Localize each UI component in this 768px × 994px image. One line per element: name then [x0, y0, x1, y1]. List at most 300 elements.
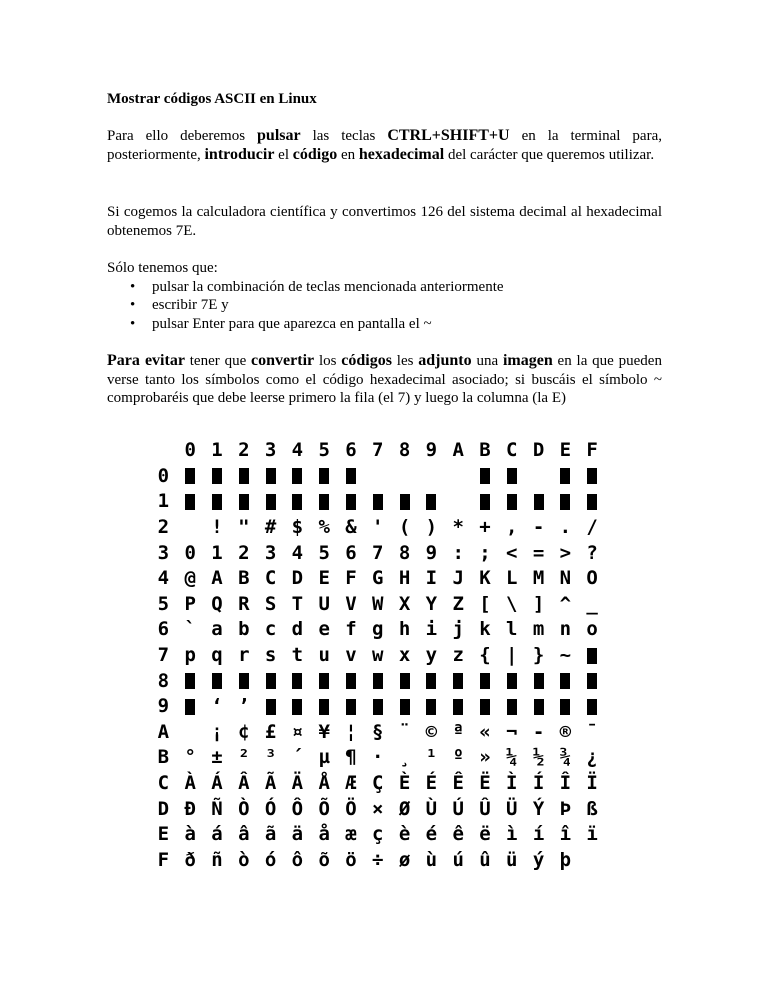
ascii-char-cell: T — [291, 592, 304, 615]
ascii-char-cell: ì — [506, 823, 518, 846]
ascii-column-header: 8 — [398, 439, 411, 462]
ascii-block-glyph — [284, 464, 311, 489]
ascii-char-cell: * — [452, 516, 464, 539]
ascii-row-header: B — [157, 746, 170, 769]
ascii-block-glyph — [257, 464, 284, 489]
document-title: Mostrar códigos ASCII en Linux — [107, 91, 317, 107]
ascii-block-glyph — [498, 669, 525, 694]
ascii-char-cell: ù — [425, 848, 438, 871]
ascii-char-cell: ? — [586, 541, 598, 564]
ascii-char-cell: > — [559, 541, 572, 564]
ascii-column-header: 0 — [184, 439, 196, 462]
ascii-block-glyph — [177, 489, 204, 514]
ascii-block-glyph — [472, 694, 499, 719]
ascii-char-cell: û — [479, 848, 491, 871]
ascii-char-cell: u — [318, 644, 330, 667]
ascii-row — [150, 848, 606, 874]
ascii-char-cell: M — [532, 567, 545, 590]
ascii-char-cell: p — [184, 644, 196, 667]
ascii-char-cell: C — [264, 567, 277, 590]
ascii-row-header: 1 — [157, 490, 170, 513]
ascii-char-cell: w — [372, 644, 384, 667]
ascii-char-cell: [ — [479, 592, 491, 615]
ascii-block-glyph — [284, 694, 311, 719]
ascii-char-cell: q — [211, 644, 223, 667]
bold-run: CTRL+SHIFT+U — [387, 127, 510, 144]
ascii-block-glyph — [311, 464, 338, 489]
ascii-char-cell: à — [184, 823, 196, 846]
ascii-char-cell: ë — [479, 823, 491, 846]
ascii-row — [150, 822, 606, 848]
ascii-char-cell: ® — [559, 720, 572, 743]
ascii-char-cell: ç — [372, 823, 384, 846]
ascii-char-cell: c — [264, 618, 277, 641]
ascii-row — [150, 771, 606, 797]
ascii-char-cell: 5 — [318, 541, 330, 564]
ascii-char-cell: \ — [506, 592, 518, 615]
ascii-row-header: 8 — [157, 669, 170, 692]
ascii-row-header: 9 — [157, 695, 170, 718]
ascii-char-cell: A — [211, 567, 223, 590]
bold-run: Para evitar — [107, 352, 185, 369]
ascii-char-cell: e — [318, 618, 330, 641]
ascii-char-cell: Ç — [372, 772, 384, 795]
ascii-column-header: 4 — [291, 439, 304, 462]
ascii-block-glyph — [472, 464, 499, 489]
paragraph-calculator: Si cogemos la calculadora científica y convertimos 126 del sistema decimal al hexadecimal obtenemos 7E. — [107, 204, 662, 239]
ascii-block-glyph — [257, 694, 284, 719]
ascii-char-cell: Y — [425, 592, 438, 615]
ascii-char-cell: K — [479, 567, 491, 590]
ascii-char-cell: z — [452, 644, 464, 667]
ascii-char-cell: ‘ — [211, 695, 223, 718]
ascii-char-cell: ¦ — [345, 720, 357, 743]
ascii-row — [150, 796, 606, 822]
ascii-char-cell: Á — [211, 772, 223, 795]
ascii-block-glyph — [525, 669, 552, 694]
ascii-char-cell: ö — [345, 848, 357, 871]
bold-run: convertir — [251, 352, 315, 369]
ascii-char-cell: Í — [532, 772, 545, 795]
ascii-column-header: A — [452, 439, 464, 462]
ascii-char-cell: Z — [452, 592, 464, 615]
ascii-char-cell: æ — [345, 823, 357, 846]
ascii-char-cell: , — [506, 516, 518, 539]
ascii-char-cell: & — [345, 516, 357, 539]
ascii-char-cell: ã — [264, 823, 277, 846]
ascii-block-glyph — [472, 669, 499, 694]
ascii-block-glyph — [204, 464, 231, 489]
text-run: en — [337, 146, 359, 163]
ascii-char-cell: - — [532, 720, 545, 743]
ascii-char-cell: @ — [184, 567, 196, 590]
ascii-char-cell: Þ — [559, 797, 572, 820]
text-run: en la terminal para, posteriormente, — [107, 128, 662, 163]
ascii-char-cell: ¿ — [586, 746, 598, 769]
steps-intro: Sólo tenemos que: — [107, 260, 218, 276]
ascii-char-cell: D — [291, 567, 304, 590]
ascii-char-cell: m — [532, 618, 545, 641]
ascii-char-cell: ¡ — [211, 720, 223, 743]
ascii-char-cell: t — [291, 644, 304, 667]
ascii-char-cell: f — [345, 618, 357, 641]
ascii-block-glyph — [311, 669, 338, 694]
ascii-char-cell: Q — [211, 592, 223, 615]
ascii-char-cell: Ø — [398, 797, 411, 820]
ascii-block-glyph — [311, 489, 338, 514]
ascii-char-cell: Ó — [264, 797, 277, 820]
ascii-char-cell: ó — [264, 848, 277, 871]
text-run: las teclas — [300, 128, 388, 144]
ascii-block-glyph — [472, 489, 499, 514]
ascii-row-header: A — [157, 720, 170, 743]
ascii-char-cell: ´ — [291, 746, 304, 769]
ascii-char-cell: _ — [586, 592, 598, 615]
ascii-block-glyph — [230, 464, 257, 489]
paragraph-image-note — [107, 352, 662, 408]
ascii-char-cell: º — [452, 746, 464, 769]
ascii-char-cell: Ê — [452, 772, 464, 795]
ascii-char-cell: y — [425, 644, 438, 667]
ascii-char-cell: î — [559, 823, 572, 846]
ascii-char-cell: ¾ — [559, 746, 572, 769]
ascii-char-cell: Ö — [345, 797, 357, 820]
ascii-char-cell: ' — [372, 516, 384, 539]
ascii-block-glyph — [525, 694, 552, 719]
ascii-row — [150, 745, 606, 771]
ascii-row — [150, 592, 606, 618]
ascii-char-cell: Ü — [506, 797, 518, 820]
ascii-block-glyph — [579, 464, 606, 489]
ascii-char-cell: ü — [506, 848, 518, 871]
ascii-char-cell: ] — [532, 592, 545, 615]
ascii-block-glyph — [364, 669, 391, 694]
ascii-block-glyph — [445, 669, 472, 694]
ascii-char-cell: " — [238, 516, 250, 539]
ascii-char-cell: 6 — [345, 541, 357, 564]
ascii-row-header: 0 — [157, 464, 170, 487]
ascii-block-glyph — [418, 489, 445, 514]
ascii-char-cell: ¨ — [398, 720, 411, 743]
ascii-char-cell: ! — [211, 516, 223, 539]
ascii-char-cell: ò — [238, 848, 250, 871]
ascii-char-cell: 3 — [264, 541, 277, 564]
ascii-block-glyph — [257, 489, 284, 514]
ascii-char-cell: ^ — [559, 592, 572, 615]
ascii-char-cell — [177, 720, 204, 745]
ascii-block-glyph — [338, 489, 365, 514]
ascii-char-cell: I — [425, 567, 438, 590]
ascii-char-cell: ÷ — [372, 848, 384, 871]
paragraph-instructions — [107, 127, 662, 164]
list-item: • pulsar la combinación de teclas mencionada anteriormente — [152, 278, 662, 297]
ascii-char-cell: L — [506, 567, 518, 590]
ascii-char-cell: h — [398, 618, 411, 641]
ascii-char-cell: ß — [586, 797, 598, 820]
ascii-char-cell: V — [345, 592, 357, 615]
ascii-char-cell: } — [532, 644, 545, 667]
ascii-char-cell: O — [586, 567, 598, 590]
ascii-char-cell: 1 — [211, 541, 223, 564]
ascii-char-cell: 0 — [184, 541, 196, 564]
steps-list — [107, 278, 662, 334]
ascii-char-cell: ¯ — [586, 720, 598, 743]
ascii-char-cell: H — [398, 567, 411, 590]
text-run: en la que pueden verse tanto los símbolos como el código hexadecimal asociado; si buscáis el símbolo ~ comprobaréis que debe leerse primero la fila (el 7) y luego la columna (la E) — [107, 353, 662, 406]
text-run: una — [471, 353, 503, 369]
ascii-block-glyph — [579, 489, 606, 514]
ascii-char-cell: r — [238, 644, 250, 667]
ascii-char-cell: # — [264, 516, 277, 539]
bold-run: introducir — [204, 145, 275, 163]
ascii-block-glyph — [579, 694, 606, 719]
ascii-char-cell: » — [479, 746, 491, 769]
ascii-block-glyph — [177, 694, 204, 719]
ascii-char-cell: 7 — [372, 541, 384, 564]
ascii-char-cell: Ñ — [211, 797, 223, 820]
bold-run: códigos — [341, 352, 392, 369]
ascii-char-cell: ª — [452, 720, 464, 743]
ascii-char-cell: G — [372, 567, 384, 590]
ascii-char-cell: ô — [291, 848, 304, 871]
ascii-char-cell: À — [184, 772, 196, 795]
ascii-char-cell: ¥ — [318, 720, 330, 743]
ascii-char-cell: Ù — [425, 797, 438, 820]
ascii-block-glyph — [177, 464, 204, 489]
ascii-row-header: F — [157, 848, 170, 871]
ascii-char-cell: ¹ — [425, 746, 438, 769]
ascii-char-cell: b — [238, 618, 250, 641]
ascii-char-cell: ¢ — [238, 720, 250, 743]
ascii-char-cell: W — [372, 592, 384, 615]
ascii-char-cell: § — [372, 720, 384, 743]
ascii-block-glyph — [364, 489, 391, 514]
ascii-row-header: C — [157, 772, 170, 795]
ascii-block-glyph — [498, 694, 525, 719]
ascii-char-cell: . — [559, 516, 572, 539]
ascii-block-glyph — [579, 643, 606, 668]
ascii-block-glyph — [338, 694, 365, 719]
ascii-char-cell: 8 — [398, 541, 411, 564]
ascii-char-cell: ú — [452, 848, 464, 871]
ascii-char-cell: ’ — [238, 695, 250, 718]
ascii-block-glyph — [204, 489, 231, 514]
ascii-char-cell: j — [452, 618, 464, 641]
ascii-block-glyph — [391, 669, 418, 694]
ascii-char-cell: / — [586, 516, 598, 539]
ascii-block-glyph — [391, 489, 418, 514]
ascii-char-cell: S — [264, 592, 277, 615]
ascii-char-cell: ï — [586, 823, 598, 846]
ascii-char-cell: 2 — [238, 541, 250, 564]
ascii-char-cell: ` — [184, 618, 196, 641]
text-run: Para ello deberemos — [107, 128, 258, 144]
ascii-block-glyph — [177, 669, 204, 694]
ascii-char-cell: ( — [398, 516, 411, 539]
ascii-block-glyph — [338, 464, 365, 489]
ascii-char-cell: : — [452, 541, 464, 564]
ascii-char-cell: Â — [238, 772, 250, 795]
ascii-char-cell: ± — [211, 746, 223, 769]
ascii-char-cell — [177, 515, 204, 540]
ascii-char-cell: ø — [398, 848, 411, 871]
ascii-column-header: 6 — [345, 439, 357, 462]
ascii-char-cell: Õ — [318, 797, 330, 820]
ascii-char-cell: Ð — [184, 797, 196, 820]
ascii-block-glyph — [445, 694, 472, 719]
ascii-block-glyph — [338, 669, 365, 694]
ascii-char-cell: Ý — [532, 797, 545, 820]
ascii-char-cell: ä — [291, 823, 304, 846]
ascii-block-glyph — [418, 669, 445, 694]
ascii-block-glyph — [311, 694, 338, 719]
ascii-char-cell: µ — [318, 746, 330, 769]
ascii-char-cell: á — [211, 823, 223, 846]
ascii-block-glyph — [418, 694, 445, 719]
ascii-char-cell: ° — [184, 746, 196, 769]
ascii-column-header: 3 — [264, 439, 277, 462]
ascii-char-cell: å — [318, 823, 330, 846]
ascii-char-cell: Ò — [238, 797, 250, 820]
ascii-char-cell: 4 — [291, 541, 304, 564]
ascii-char-cell: Î — [559, 772, 572, 795]
bold-run: hexadecimal — [358, 145, 445, 163]
ascii-row-header: 7 — [157, 644, 170, 667]
ascii-column-header: 2 — [238, 439, 250, 462]
ascii-char-cell: ½ — [532, 746, 545, 769]
ascii-table-image — [150, 438, 606, 873]
ascii-char-cell: ¸ — [398, 746, 411, 769]
ascii-row-header: 2 — [157, 516, 170, 539]
ascii-char-cell: { — [479, 644, 491, 667]
ascii-block-glyph — [204, 669, 231, 694]
ascii-column-header: 5 — [318, 439, 330, 462]
paragraph-steps — [107, 259, 662, 333]
ascii-block-glyph — [498, 489, 525, 514]
ascii-char-cell: ² — [238, 746, 250, 769]
ascii-block-glyph — [579, 669, 606, 694]
ascii-char-cell: í — [532, 823, 545, 846]
ascii-row-header: 4 — [157, 567, 170, 590]
bold-run: adjunto — [418, 352, 472, 369]
ascii-row — [150, 694, 606, 720]
ascii-char-cell: l — [506, 618, 518, 641]
ascii-char-cell: = — [532, 541, 545, 564]
ascii-char-cell: ³ — [264, 746, 277, 769]
text-run: les — [391, 353, 419, 369]
ascii-char-cell: ¼ — [506, 746, 518, 769]
ascii-column-header: B — [479, 439, 491, 462]
ascii-row-header: E — [157, 823, 170, 846]
text-run: el — [274, 146, 293, 163]
ascii-block-glyph — [284, 489, 311, 514]
ascii-char-cell: ý — [532, 848, 545, 871]
text-run: tener que — [184, 353, 252, 369]
ascii-block-glyph — [230, 669, 257, 694]
text-run: los — [314, 353, 342, 369]
ascii-row-header: 5 — [157, 592, 170, 615]
ascii-column-header: 7 — [372, 439, 384, 462]
ascii-char-cell: + — [479, 516, 491, 539]
text-run: del carácter que queremos utilizar. — [444, 146, 655, 163]
list-item: • escribir 7E y — [152, 296, 662, 315]
ascii-block-glyph — [364, 694, 391, 719]
ascii-char-cell: ð — [184, 848, 196, 871]
ascii-char-cell: a — [211, 618, 223, 641]
ascii-char-cell: k — [479, 618, 491, 641]
ascii-block-glyph — [552, 464, 579, 489]
ascii-char-cell: ¶ — [345, 746, 357, 769]
ascii-column-header: D — [532, 439, 545, 462]
ascii-column-header: 1 — [211, 439, 223, 462]
ascii-char-cell: ~ — [559, 644, 572, 667]
ascii-row — [150, 540, 606, 566]
ascii-char-cell: R — [238, 592, 250, 615]
ascii-block-glyph — [552, 694, 579, 719]
ascii-char-cell: ê — [452, 823, 464, 846]
ascii-char-cell: s — [264, 644, 277, 667]
ascii-char-cell: ¤ — [291, 720, 304, 743]
ascii-char-cell: õ — [318, 848, 330, 871]
ascii-row-header: 6 — [157, 618, 170, 641]
ascii-char-cell: N — [559, 567, 572, 590]
ascii-char-cell: Æ — [345, 772, 357, 795]
ascii-row — [150, 489, 606, 515]
ascii-header-row — [150, 438, 606, 464]
ascii-block-glyph — [230, 489, 257, 514]
ascii-char-cell: < — [506, 541, 518, 564]
ascii-block-glyph — [391, 694, 418, 719]
ascii-char-cell: · — [372, 746, 384, 769]
ascii-char-cell: ) — [425, 516, 438, 539]
ascii-char-cell: Ã — [264, 772, 277, 795]
ascii-char-cell: É — [425, 772, 438, 795]
ascii-char-cell: £ — [264, 720, 277, 743]
ascii-char-cell: P — [184, 592, 196, 615]
ascii-char-cell: i — [425, 618, 438, 641]
ascii-column-header: F — [586, 439, 598, 462]
ascii-char-cell: J — [452, 567, 464, 590]
ascii-char-cell: % — [318, 516, 330, 539]
ascii-char-cell: x — [398, 644, 411, 667]
ascii-row — [150, 668, 606, 694]
ascii-column-header: 9 — [425, 439, 438, 462]
ascii-block-glyph — [284, 669, 311, 694]
ascii-char-cell: B — [238, 567, 250, 590]
ascii-char-cell: Ë — [479, 772, 491, 795]
ascii-char-cell: © — [425, 720, 438, 743]
ascii-char-cell: Û — [479, 797, 491, 820]
ascii-char-cell: ; — [479, 541, 491, 564]
ascii-row-header: D — [157, 797, 170, 820]
ascii-char-cell: n — [559, 618, 572, 641]
ascii-char-cell: þ — [559, 848, 572, 871]
ascii-block-glyph — [257, 669, 284, 694]
ascii-char-cell: d — [291, 618, 304, 641]
ascii-char-cell: ñ — [211, 848, 223, 871]
ascii-row-header: 3 — [157, 541, 170, 564]
ascii-char-cell: 9 — [425, 541, 438, 564]
ascii-char-cell: « — [479, 720, 491, 743]
ascii-column-header: C — [506, 439, 518, 462]
ascii-char-cell: $ — [291, 516, 304, 539]
ascii-block-glyph — [552, 669, 579, 694]
ascii-char-cell: - — [532, 516, 545, 539]
ascii-block-glyph — [498, 464, 525, 489]
ascii-char-cell: Ï — [586, 772, 598, 795]
ascii-row — [150, 464, 606, 490]
list-item: • pulsar Enter para que aparezca en pantalla el ~ — [152, 315, 662, 334]
